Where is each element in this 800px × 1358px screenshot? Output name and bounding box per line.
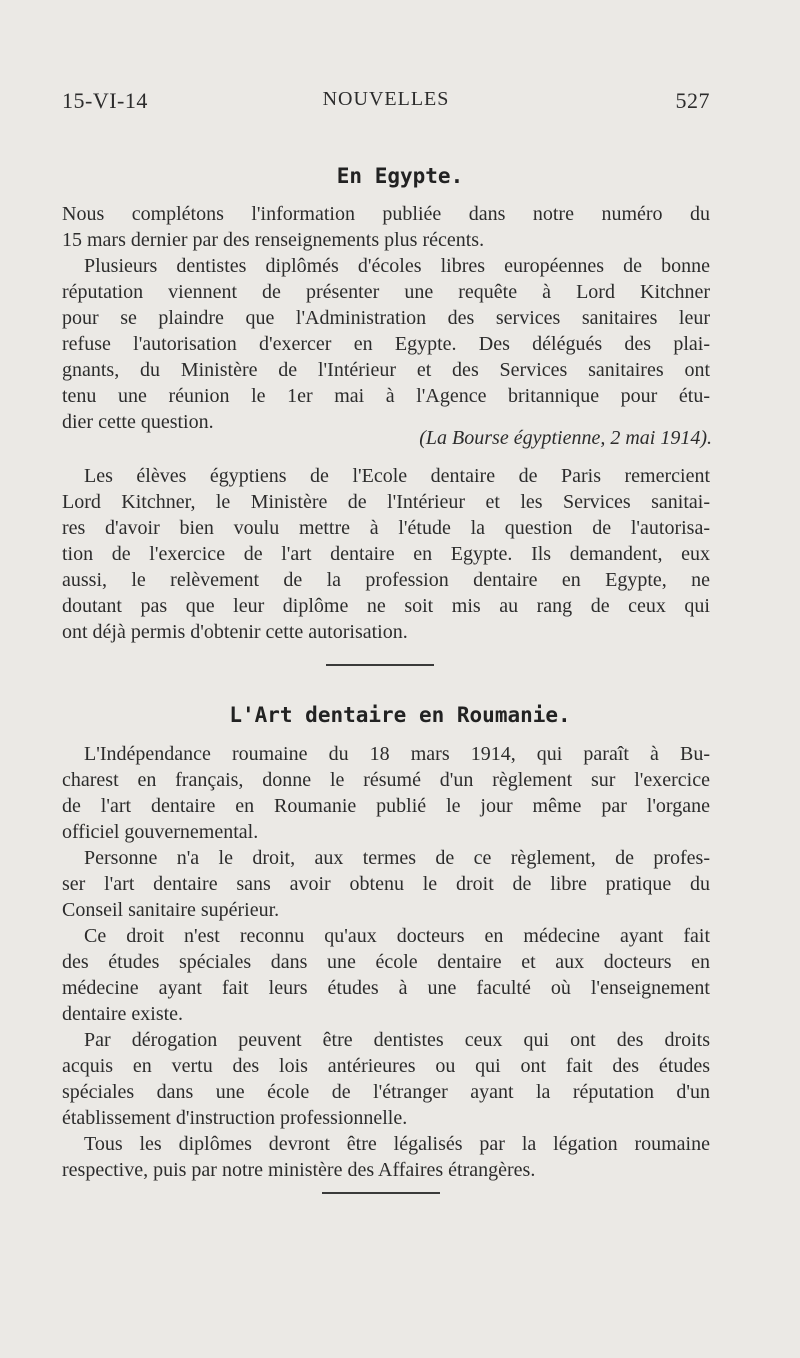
article1-line-11: Les élèves égyptiens de l'Ecole dentaire de Paris remercient xyxy=(84,465,710,487)
article2-line-16: Tous les diplômes devront être légalisés par la légation roumaine xyxy=(84,1133,710,1155)
article2-line-10: médecine ayant fait leurs études à une faculté où l'enseignement xyxy=(62,977,710,999)
article2-line-9: des études spéciales dans une école dentaire et aux docteurs en xyxy=(62,951,710,973)
article1-source: (La Bourse égyptienne, 2 mai 1914). xyxy=(419,427,712,449)
end-divider xyxy=(322,1192,440,1194)
article2-line-17: respective, puis par notre ministère des Affaires étrangères. xyxy=(62,1159,536,1181)
article2-line-5: Personne n'a le droit, aux termes de ce règlement, de profes- xyxy=(84,847,710,869)
article1-line-6: refuse l'autorisation d'exercer en Egypte. Des délégués des plai- xyxy=(62,333,710,355)
article2-line-4: officiel gouvernemental. xyxy=(62,821,259,843)
header-date: 15-VI-14 xyxy=(62,88,148,113)
article1-line-15: aussi, le relèvement de la profession dentaire en Egypte, ne xyxy=(62,569,710,591)
article2-line-2: charest en français, donne le résumé d'un règlement sur l'exercice xyxy=(62,769,710,791)
article1-line-3: Plusieurs dentistes diplômés d'écoles libres européennes de bonne xyxy=(84,255,710,277)
article1-line-16: doutant pas que leur diplôme ne soit mis au rang de ceux qui xyxy=(62,595,710,617)
article2-line-12: Par dérogation peuvent être dentistes ceux qui ont des droits xyxy=(84,1029,710,1051)
article2-line-13: acquis en vertu des lois antérieures ou qui ont fait des études xyxy=(62,1055,710,1077)
article2-line-3: de l'art dentaire en Roumanie publié le jour même par l'organe xyxy=(62,795,710,817)
article1-line-7: gnants, du Ministère de l'Intérieur et des Services sanitaires ont xyxy=(62,359,710,381)
article1-line-8: tenu une réunion le 1er mai à l'Agence britannique pour étu- xyxy=(62,385,710,407)
section-divider xyxy=(326,664,434,666)
article2-line-15: établissement d'instruction professionnelle. xyxy=(62,1107,408,1129)
article1-line-14: tion de l'exercice de l'art dentaire en Egypte. Ils demandent, eux xyxy=(62,543,710,565)
article1-line-2: 15 mars dernier par des renseignements plus récents. xyxy=(62,229,485,251)
article1-line-5: pour se plaindre que l'Administration des services sanitaires leur xyxy=(62,307,710,329)
header-section: NOUVELLES xyxy=(322,88,450,110)
article1-line-9: dier cette question. xyxy=(62,411,214,433)
article1-line-12: Lord Kitchner, le Ministère de l'Intérieur et les Services sanitai- xyxy=(62,491,710,513)
article1-line-17: ont déjà permis d'obtenir cette autorisation. xyxy=(62,621,408,643)
article2-line-11: dentaire existe. xyxy=(62,1003,184,1025)
article1-line-4: réputation viennent de présenter une requête à Lord Kitchner xyxy=(62,281,710,303)
article-title-egypte: En Egypte. xyxy=(336,164,464,188)
article2-line-14: spéciales dans une école de l'étranger ayant la réputation d'un xyxy=(62,1081,710,1103)
article-title-roumanie: L'Art dentaire en Roumanie. xyxy=(229,703,571,727)
article2-line-1: L'Indépendance roumaine du 18 mars 1914, qui paraît à Bu- xyxy=(84,743,710,765)
article2-line-7: Conseil sanitaire supérieur. xyxy=(62,899,280,921)
article2-line-6: ser l'art dentaire sans avoir obtenu le droit de libre pratique du xyxy=(62,873,710,895)
header-page-number: 527 xyxy=(675,88,710,113)
article1-line-13: res d'avoir bien voulu mettre à l'étude la question de l'autorisa- xyxy=(62,517,710,539)
running-head xyxy=(62,88,710,118)
article1-line-1: Nous complétons l'information publiée dans notre numéro du xyxy=(62,203,710,225)
article2-line-8: Ce droit n'est reconnu qu'aux docteurs en médecine ayant fait xyxy=(84,925,710,947)
